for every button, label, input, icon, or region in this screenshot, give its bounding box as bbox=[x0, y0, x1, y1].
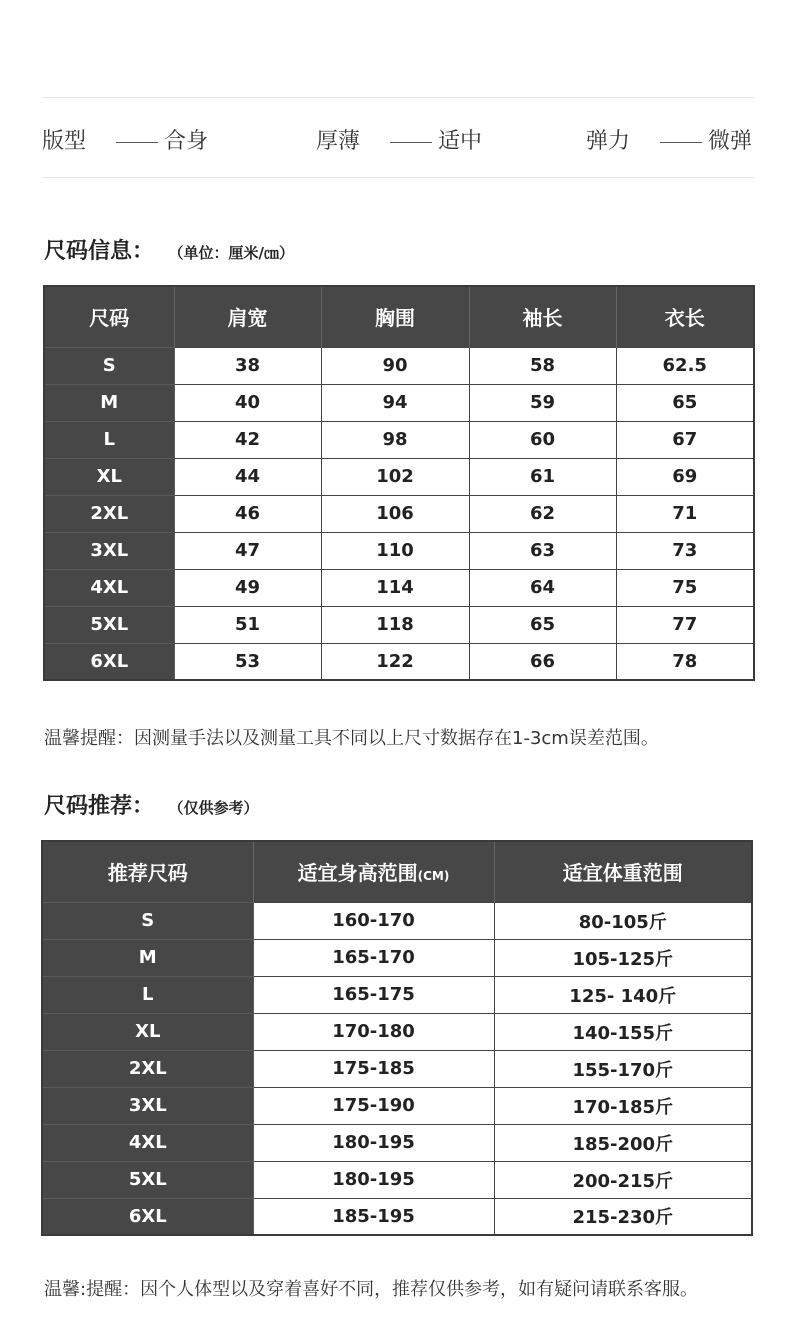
table-cell: 165-175 bbox=[253, 976, 494, 1013]
table-cell: 49 bbox=[174, 569, 321, 606]
table-cell: 215-230斤 bbox=[494, 1198, 752, 1235]
table-cell: 80-105斤 bbox=[494, 902, 752, 939]
table-row bbox=[44, 643, 754, 680]
table-cell: 59 bbox=[469, 384, 616, 421]
table-cell: 122 bbox=[321, 643, 469, 680]
table-cell: 62.5 bbox=[616, 347, 754, 384]
table-row bbox=[42, 1124, 752, 1161]
size-info-title-text: 尺码信息： bbox=[44, 239, 155, 264]
table-cell: 73 bbox=[616, 532, 754, 569]
table-cell: 78 bbox=[616, 643, 754, 680]
table-row bbox=[44, 347, 754, 384]
size-rec-header-row bbox=[42, 841, 752, 902]
header-cell bbox=[253, 841, 494, 902]
table-row bbox=[42, 1087, 752, 1124]
size-label-cell: 3XL bbox=[42, 1087, 253, 1124]
attr-divider bbox=[42, 177, 754, 178]
size-label-cell: 6XL bbox=[44, 643, 174, 680]
table-cell: 125- 140斤 bbox=[494, 976, 752, 1013]
attr-thickness bbox=[316, 124, 482, 155]
table-cell: 46 bbox=[174, 495, 321, 532]
header-cell: 肩宽 bbox=[174, 286, 321, 347]
size-label-cell: M bbox=[42, 939, 253, 976]
table-row bbox=[42, 1013, 752, 1050]
table-cell: 77 bbox=[616, 606, 754, 643]
size-info-table bbox=[43, 285, 755, 681]
size-label-cell: S bbox=[44, 347, 174, 384]
table-row bbox=[42, 976, 752, 1013]
table-cell: 63 bbox=[469, 532, 616, 569]
table-cell: 75 bbox=[616, 569, 754, 606]
table-cell: 64 bbox=[469, 569, 616, 606]
table-cell: 114 bbox=[321, 569, 469, 606]
table-cell: 65 bbox=[469, 606, 616, 643]
table-row bbox=[44, 421, 754, 458]
table-row bbox=[42, 1198, 752, 1235]
size-rec-note: 温馨:提醒：因个人体型以及穿着喜好不同，推荐仅供参考，如有疑问请联系客服。 bbox=[44, 1279, 699, 1300]
dash-divider bbox=[390, 142, 432, 143]
table-cell: 170-185斤 bbox=[494, 1087, 752, 1124]
top-divider bbox=[42, 97, 754, 98]
table-cell: 67 bbox=[616, 421, 754, 458]
attr-thickness-label: 厚薄 bbox=[316, 129, 361, 154]
table-cell: 40 bbox=[174, 384, 321, 421]
table-cell: 180-195 bbox=[253, 1161, 494, 1198]
size-rec-title-text: 尺码推荐： bbox=[44, 794, 155, 819]
header-cell: 胸围 bbox=[321, 286, 469, 347]
size-info-title bbox=[44, 234, 294, 265]
table-row bbox=[42, 1161, 752, 1198]
table-cell: 42 bbox=[174, 421, 321, 458]
attr-elasticity bbox=[586, 124, 752, 155]
attr-fit-label: 版型 bbox=[42, 129, 87, 154]
table-cell: 180-195 bbox=[253, 1124, 494, 1161]
table-cell: 58 bbox=[469, 347, 616, 384]
table-cell: 118 bbox=[321, 606, 469, 643]
table-row bbox=[42, 1050, 752, 1087]
table-row bbox=[44, 495, 754, 532]
size-label-cell: 5XL bbox=[44, 606, 174, 643]
size-info-header-row bbox=[44, 286, 754, 347]
size-info-note: 温馨提醒：因测量手法以及测量工具不同以上尺寸数据存在1-3cm误差范围。 bbox=[44, 728, 659, 749]
size-label-cell: S bbox=[42, 902, 253, 939]
header-cell: 适宜体重范围 bbox=[494, 841, 752, 902]
dash-divider bbox=[116, 142, 158, 143]
table-cell: 47 bbox=[174, 532, 321, 569]
size-label-cell: XL bbox=[44, 458, 174, 495]
size-info-unit: （单位：厘米/㎝） bbox=[176, 244, 294, 262]
table-cell: 66 bbox=[469, 643, 616, 680]
table-cell: 160-170 bbox=[253, 902, 494, 939]
table-cell: 69 bbox=[616, 458, 754, 495]
table-cell: 94 bbox=[321, 384, 469, 421]
table-cell: 140-155斤 bbox=[494, 1013, 752, 1050]
attr-fit bbox=[42, 124, 208, 155]
table-row bbox=[44, 532, 754, 569]
size-rec-subtitle: （仅供参考） bbox=[176, 799, 259, 817]
table-cell: 65 bbox=[616, 384, 754, 421]
table-row bbox=[44, 458, 754, 495]
dash-divider bbox=[660, 142, 702, 143]
table-cell: 170-180 bbox=[253, 1013, 494, 1050]
size-label-cell: 4XL bbox=[44, 569, 174, 606]
table-cell: 175-190 bbox=[253, 1087, 494, 1124]
table-cell: 106 bbox=[321, 495, 469, 532]
attr-elasticity-value: 微弹 bbox=[708, 129, 753, 154]
table-cell: 185-200斤 bbox=[494, 1124, 752, 1161]
size-rec-title bbox=[44, 789, 259, 820]
table-row bbox=[44, 384, 754, 421]
table-cell: 175-185 bbox=[253, 1050, 494, 1087]
header-cell-text: 适宜身高范围 bbox=[297, 861, 418, 886]
table-cell: 61 bbox=[469, 458, 616, 495]
table-cell: 44 bbox=[174, 458, 321, 495]
table-row bbox=[42, 939, 752, 976]
table-cell: 102 bbox=[321, 458, 469, 495]
table-cell: 155-170斤 bbox=[494, 1050, 752, 1087]
table-cell: 185-195 bbox=[253, 1198, 494, 1235]
attr-elasticity-label: 弹力 bbox=[586, 129, 631, 154]
size-label-cell: 3XL bbox=[44, 532, 174, 569]
size-label-cell: 2XL bbox=[44, 495, 174, 532]
table-cell: 60 bbox=[469, 421, 616, 458]
header-cell: 推荐尺码 bbox=[42, 841, 253, 902]
size-label-cell: L bbox=[42, 976, 253, 1013]
table-cell: 53 bbox=[174, 643, 321, 680]
table-cell: 38 bbox=[174, 347, 321, 384]
table-row bbox=[44, 569, 754, 606]
header-unit: (CM) bbox=[417, 869, 450, 884]
table-cell: 165-170 bbox=[253, 939, 494, 976]
table-cell: 51 bbox=[174, 606, 321, 643]
table-row bbox=[42, 902, 752, 939]
table-cell: 62 bbox=[469, 495, 616, 532]
size-label-cell: 4XL bbox=[42, 1124, 253, 1161]
table-cell: 98 bbox=[321, 421, 469, 458]
table-cell: 90 bbox=[321, 347, 469, 384]
header-cell: 尺码 bbox=[44, 286, 174, 347]
size-rec-table bbox=[41, 840, 753, 1236]
size-label-cell: L bbox=[44, 421, 174, 458]
table-cell: 71 bbox=[616, 495, 754, 532]
table-row bbox=[44, 606, 754, 643]
attr-fit-value: 合身 bbox=[164, 129, 209, 154]
size-label-cell: 6XL bbox=[42, 1198, 253, 1235]
attr-thickness-value: 适中 bbox=[438, 129, 483, 154]
table-cell: 110 bbox=[321, 532, 469, 569]
size-label-cell: XL bbox=[42, 1013, 253, 1050]
size-label-cell: 2XL bbox=[42, 1050, 253, 1087]
size-label-cell: 5XL bbox=[42, 1161, 253, 1198]
header-cell: 衣长 bbox=[616, 286, 754, 347]
size-label-cell: M bbox=[44, 384, 174, 421]
table-cell: 105-125斤 bbox=[494, 939, 752, 976]
header-cell: 袖长 bbox=[469, 286, 616, 347]
table-cell: 200-215斤 bbox=[494, 1161, 752, 1198]
